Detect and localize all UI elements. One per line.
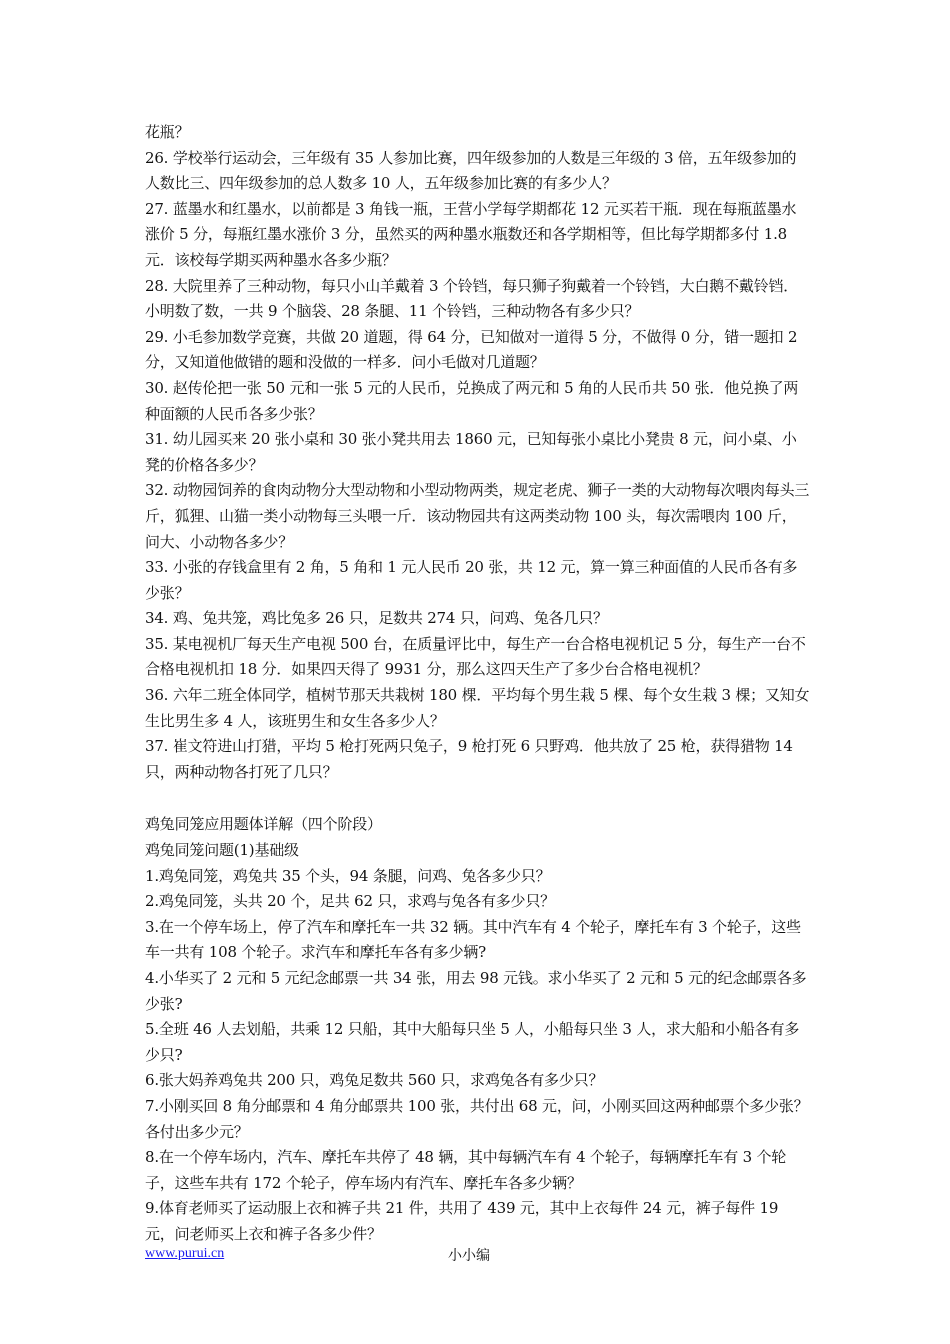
problem-32: 32. 动物园饲养的食肉动物分大型动物和小型动物两类，规定老虎、狮子一类的大动物每次喂肉每头三斤，狐狸、山猫一类小动物每三头喂一斤．该动物园共有这两类动物 100 头，每次需喂肉 100 斤，问大、小动物各多少？ [145,481,810,551]
basic-problem-1: 1.鸡兔同笼，鸡兔共 35 个头，94 条腿，问鸡、兔各多少只？ [145,866,551,885]
basic-problem-2: 2.鸡兔同笼，头共 20 个，足共 62 只，求鸡与兔各有多少只？ [145,892,555,911]
basic-problem-6: 6.张大妈养鸡兔共 200 只，鸡兔足数共 560 只，求鸡兔各有多少只？ [145,1071,604,1090]
section-title: 鸡兔同笼应用题体详解（四个阶段） [145,815,382,834]
problem-34: 34. 鸡、兔共笼，鸡比兔多 26 只，足数共 274 只，问鸡、兔各几只？ [145,609,608,628]
problem-27: 27. 蓝墨水和红墨水，以前都是 3 角钱一瓶，王营小学每学期都花 12 元买若干瓶．现在每瓶蓝墨水涨价 5 分，每瓶红墨水涨价 3 分，虽然买的两种墨水瓶数还和各学期相等，但比每学期都多付 1.8 元．该校每学期买两种墨水各多少瓶？ [145,199,797,269]
paragraph: 花瓶？ [145,123,190,141]
basic-problem-7: 7.小刚买回 8 角分邮票和 4 角分邮票共 100 张，共付出 68 元，问，小刚买回这两种邮票个多少张？各付出多少元？ [145,1096,809,1141]
problem-36: 36. 六年二班全体同学，植树节那天共栽树 180 棵．平均每个男生栽 5 棵、每个女生栽 3 棵；又知女生比男生多 4 人，该班男生和女生各多少人？ [145,686,810,730]
problem-33: 33. 小张的存钱盒里有 2 角，5 角和 1 元人民币 20 张，共 12 元，算一算三种面值的人民币各有多少张？ [145,558,798,602]
footer-author: 小小编 [448,1248,490,1264]
problem-31: 31. 幼儿园买来 20 张小桌和 30 张小凳共用去 1860 元，已知每张小桌比小凳贵 8 元，问小桌、小凳的价格各多少？ [145,430,797,474]
problem-35: 35. 某电视机厂每天生产电视 500 台，在质量评比中，每生产一台合格电视机记 5 分，每生产一台不合格电视机扣 18 分．如果四天得了 9931 分，那么这四天生产了多少台合格电视机？ [145,634,806,679]
blank-line [145,785,810,812]
footer-website-link[interactable]: www.purui.cn [145,1246,225,1261]
basic-problem-4: 4.小华买了 2 元和 5 元纪念邮票一共 34 张，用去 98 元钱。求小华买了 2 元和 5 元的纪念邮票各多少张? [145,969,807,1013]
problem-26: 26. 学校举行运动会，三年级有 35 人参加比赛，四年级参加的人数是三年级的 3 倍，五年级参加的人数比三、四年级参加的总人数多 10 人，五年级参加比赛的有多少人？ [145,148,797,193]
problem-28: 28. 大院里养了三种动物，每只小山羊戴着 3 个铃铛，每只狮子狗戴着一个铃铛，大白鹅不戴铃铛．小明数了数，一共 9 个脑袋、28 条腿、11 个铃铛，三种动物各有多少只？ [145,276,799,321]
document-body [145,120,810,1248]
section-subtitle: 鸡兔同笼问题(1)基础级 [145,841,299,860]
basic-problem-9: 9.体育老师买了运动服上衣和裤子共 21 件，共用了 439 元，其中上衣每件 24 元，裤子每件 19 元，问老师买上衣和裤子各多少件？ [145,1199,779,1243]
basic-problem-5: 5.全班 46 人去划船，共乘 12 只船，其中大船每只坐 5 人，小船每只坐 3 人，求大船和小船各有多少只? [145,1020,800,1064]
basic-problem-3: 3.在一个停车场上，停了汽车和摩托车一共 32 辆。其中汽车有 4 个轮子，摩托车有 3 个轮子，这些车一共有 108 个轮子。求汽车和摩托车各有多少辆? [145,917,801,962]
problem-29: 29. 小毛参加数学竞赛，共做 20 道题，得 64 分，已知做对一道得 5 分，不做得 0 分，错一题扣 2 分，又知道他做错的题和没做的一样多．问小毛做对几道题？ [145,327,798,372]
problem-30: 30. 赵传伦把一张 50 元和一张 5 元的人民币，兑换成了两元和 5 角的人民币共 50 张．他兑换了两种面额的人民币各多少张？ [145,378,799,423]
problem-37: 37. 崔文符进山打猎，平均 5 枪打死两只兔子，9 枪打死 6 只野鸡．他共放了 25 枪，获得猎物 14 只，两种动物各打死了几只？ [145,737,793,781]
basic-problem-8: 8.在一个停车场内，汽车、摩托车共停了 48 辆，其中每辆汽车有 4 个轮子，每辆摩托车有 3 个轮子，这些车共有 172 个轮子，停车场内有汽车、摩托车各多少辆？ [145,1148,787,1192]
